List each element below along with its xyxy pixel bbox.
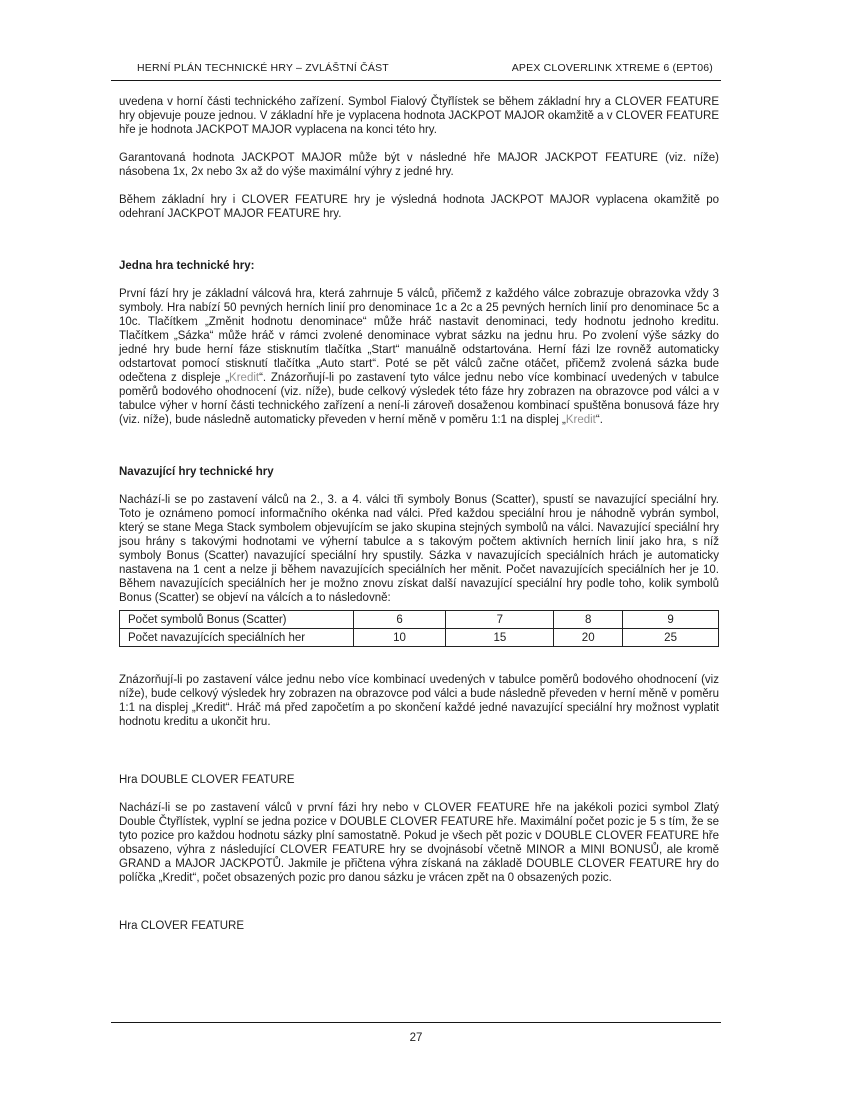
footer-rule [111,1022,721,1023]
paragraph-followup-result: Znázorňují-li po zastavení válce jednu nebo více kombinací uvedených v tabulce poměrů bodového ohodnocení (viz níže), bude celkový výsledek hry zobrazen na obrazovce pod válci a bude následně převeden v herní měně v poměru 1:1 na displej „Kredit“. Hráč má před započetím a po skončení každé jedné navazující speciální hry možnost vyplatit hodnotu kreditu a ukončit hru. [119,674,719,728]
page-footer [111,1022,721,1044]
section-heading-followup-games: Navazující hry technické hry [119,466,274,478]
muted-word-kredit: Kredit [565,414,596,426]
paragraph-double-clover-feature: Nachází-li se po zastavení válců v první fázi hry nebo v CLOVER FEATURE hře na jakékoli pozici symbol Zlatý Double Čtyřlístek, vyplní se jedna pozice v DOUBLE CLOVER FEATURE hře. Maximální počet pozic je 5 s tím, že se tyto pozice pro každou hodnotu sázky plní samostatně. Pokud je všech pět pozic v DOUBLE CLOVER FEATURE hře obsazeno, výhra z následující CLOVER FEATURE hry se dvojnásobí včetně MINOR a MINI BONUSŮ, ale kromě GRAND a MAJOR JACKPOTŮ. Jakmile je přičtena výhra získaná na základě DOUBLE CLOVER FEATURE hry do políčka „Kredit“, počet obsazených pozic pro danou sázku je vrácen zpět na 0 obsazených pozic. [119,802,719,884]
table-value-cell: 15 [446,629,554,647]
header-left-text: HERNÍ PLÁN TECHNICKÉ HRY – ZVLÁŠTNÍ ČÁST [137,62,389,74]
table-value-cell: 6 [353,611,446,629]
document-body [119,95,719,933]
bonus-scatter-table [119,610,719,647]
table-value-cell: 7 [446,611,554,629]
section-heading-single-game: Jedna hra technické hry: [119,260,255,272]
muted-word-kredit: Kredit [229,372,260,384]
table-value-cell: 9 [623,611,719,629]
header-rule [111,80,721,81]
paragraph-followup-games: Nachází-li se po zastavení válců na 2., 3. a 4. válci tři symboly Bonus (Scatter), spustí se navazující speciální hry. Toto je oznámeno pomocí informačního okénka nad válci. Před každou speciální hrou je náhodně vybrán symbol, který se stane Mega Stack symbolem objevujícím se jako skupina stejných symbolů na válci. Navazující speciální hry jsou hrány s takovými hodnotami ve výherní tabulce a s takovým počtem aktivních herních linií jako hra, s níž symboly Bonus (Scatter) navazující speciální hry spustily. Sázka v navazujících speciálních hrách je automaticky nastavena na 1 cent a nelze ji během navazujících speciálních her měnit. Počet navazujících speciálních her je 10. Během navazujících speciálních her je možno znovu získat další navazující speciální hry podle toho, kolik symbolů Bonus (Scatter) se objeví na válcích a to následovně: [119,494,719,604]
page-header [119,62,719,74]
heading-double-clover-feature: Hra DOUBLE CLOVER FEATURE [119,774,295,786]
page-number: 27 [409,1032,423,1044]
paragraph-jackpot-major-intro: uvedena v horní části technického zařízení. Symbol Fialový Čtyřlístek se během základní hry a CLOVER FEATURE hry objevuje pouze jednou. V základní hře je vyplacena hodnota JACKPOT MAJOR okamžitě a v CLOVER FEATURE hře je hodnota JACKPOT MAJOR vyplacena na konci této hry. [119,96,719,136]
table-row-bonus-symbols [120,611,719,629]
paragraph-segment: “. [595,414,603,426]
table-value-cell: 25 [623,629,719,647]
header-right-text: APEX CLOVERLINK XTREME 6 (EPT06) [511,62,713,74]
heading-clover-feature: Hra CLOVER FEATURE [119,920,245,932]
table-label-cell: Počet navazujících speciálních her [120,629,354,647]
table-value-cell: 20 [554,629,623,647]
table-value-cell: 8 [554,611,623,629]
table-row-free-games [120,629,719,647]
paragraph-base-game [119,287,719,427]
paragraph-segment: První fází hry je základní válcová hra, která zahrnuje 5 válců, přičemž z každého válce zobrazuje obrazovka vždy 3 symboly. Hra nabízí 50 pevných herních linií pro denominace 1c a 2c a 25 pevných herních linií pro denominace 5c a 10c. Tlačítkem „Změnit hodnotu denominace“ může hráč nastavit denominaci, tedy hodnotu jednoho kreditu. Tlačítkem „Sázka“ může hráč v rámci zvolené denominace vybrat sázku na jednu hru. Po zvolení výše sázky do jedné hry bude herní fáze stisknutím tlačítka „Start“ manuálně odstartována. Herní fázi lze rovněž automaticky odstartovat pomocí stisknutí tlačítka „Auto start“. Poté se pět válců začne otáčet, přičemž zvolená sázka bude odečtena z displeje „ [119,288,719,384]
paragraph-segment: “. Znázorňují-li po zastavení tyto válce jednu nebo více kombinací uvedených v tabulce poměrů bodového ohodnocení (viz. níže), bude celkový výsledek této fáze hry zobrazen na obrazovce pod válci a v tabulce výher v horní části technického zařízení a není-li zároveň dosaženou kombinací spuštěna bonusová fáze hry (viz. níže), bude následně automaticky převeden v herní měně v poměru 1:1 na displej „ [119,372,720,426]
table-value-cell: 10 [353,629,446,647]
table-label-cell: Počet symbolů Bonus (Scatter) [120,611,354,629]
paragraph-jackpot-major-payout: Během základní hry i CLOVER FEATURE hry je výsledná hodnota JACKPOT MAJOR vyplacena okamžitě po odehraní JACKPOT MAJOR FEATURE hry. [119,194,719,220]
paragraph-jackpot-major-guarantee: Garantovaná hodnota JACKPOT MAJOR může být v následné hře MAJOR JACKPOT FEATURE (viz. níže) násobena 1x, 2x nebo 3x až do výše maximální výhry z jedné hry. [119,152,719,178]
